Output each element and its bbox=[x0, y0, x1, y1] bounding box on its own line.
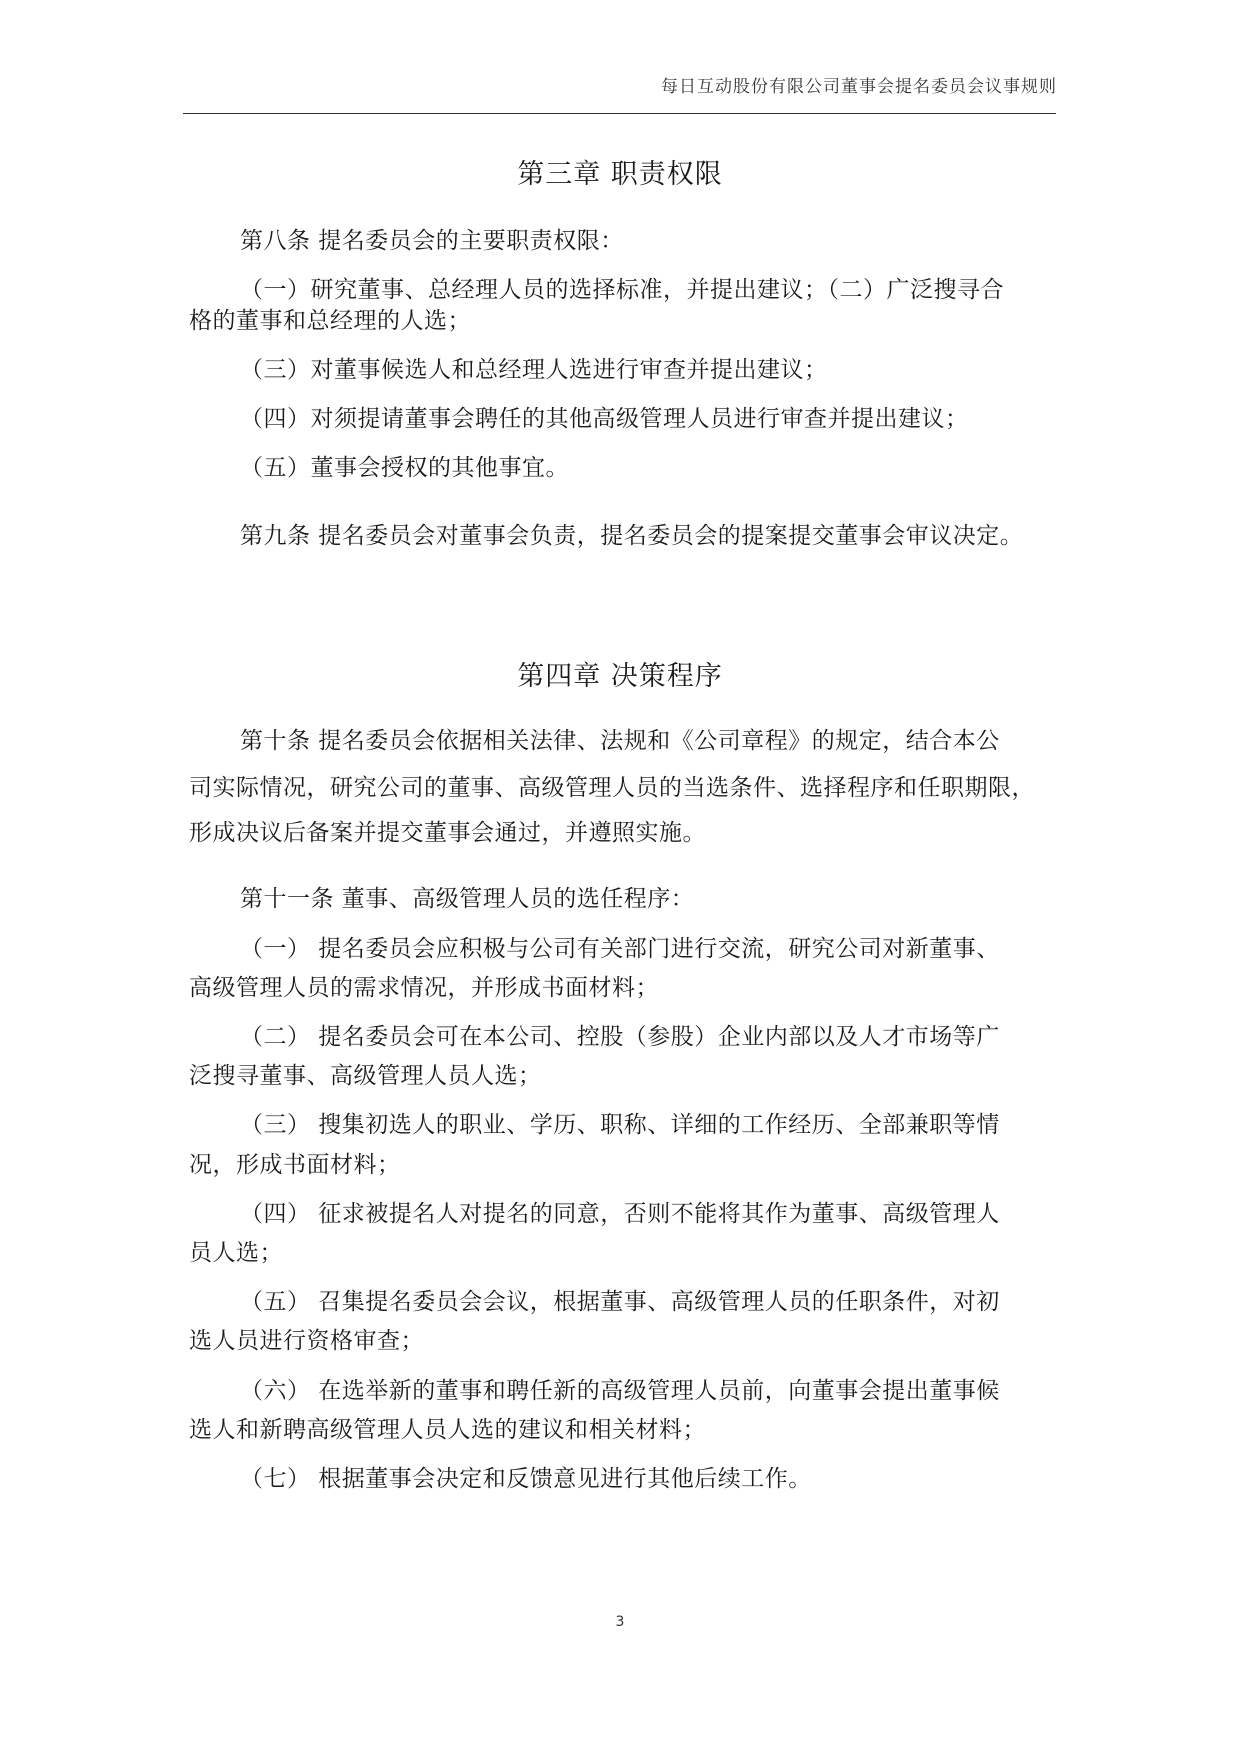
article-8-heading: 第八条 提名委员会的主要职责权限： bbox=[240, 228, 624, 254]
header-title: 每日互动股份有限公司董事会提名委员会议事规则 bbox=[661, 77, 1057, 97]
chapter-3-title: 第三章 职责权限 bbox=[517, 159, 723, 190]
article-11-item-2-line-2: 泛搜寻董事、高级管理人员人选； bbox=[189, 1063, 542, 1089]
article-11-item-4-line-2: 员人选； bbox=[189, 1240, 283, 1266]
article-10-line-3: 形成决议后备案并提交董事会通过，并遵照实施。 bbox=[189, 820, 706, 846]
article-11-item-1-line-2: 高级管理人员的需求情况，并形成书面材料； bbox=[189, 975, 659, 1001]
article-11-item-1-line-1: （一） 提名委员会应积极与公司有关部门进行交流，研究公司对新董事、 bbox=[240, 936, 1000, 962]
article-11-item-4-line-1: （四） 征求被提名人对提名的同意，否则不能将其作为董事、高级管理人 bbox=[240, 1201, 1000, 1227]
article-11-item-5-line-1: （五） 召集提名委员会会议，根据董事、高级管理人员的任职条件，对初 bbox=[240, 1289, 1000, 1315]
article-11-item-3-line-2: 况，形成书面材料； bbox=[189, 1152, 401, 1178]
article-8-item-5: （五）董事会授权的其他事宜。 bbox=[240, 455, 569, 481]
article-11-item-5-line-2: 选人员进行资格审查； bbox=[189, 1328, 424, 1354]
article-8-item-4: （四）对须提请董事会聘任的其他高级管理人员进行审查并提出建议； bbox=[240, 406, 969, 432]
article-11-item-6-line-1: （六） 在选举新的董事和聘任新的高级管理人员前，向董事会提出董事候 bbox=[240, 1378, 1000, 1404]
article-10-line-1: 第十条 提名委员会依据相关法律、法规和《公司章程》的规定，结合本公 bbox=[240, 728, 1000, 754]
article-8-item-1-line-1: （一）研究董事、总经理人员的选择标准，并提出建议；（二）广泛搜寻合 bbox=[240, 277, 1004, 303]
article-8-item-3: （三）对董事候选人和总经理人选进行审查并提出建议； bbox=[240, 357, 828, 383]
article-9: 第九条 提名委员会对董事会负责，提名委员会的提案提交董事会审议决定。 bbox=[240, 523, 1024, 549]
article-11-item-6-line-2: 选人和新聘高级管理人员人选的建议和相关材料； bbox=[189, 1417, 706, 1443]
page-number: 3 bbox=[615, 1614, 625, 1630]
article-11-item-3-line-1: （三） 搜集初选人的职业、学历、职称、详细的工作经历、全部兼职等情 bbox=[240, 1112, 1000, 1138]
article-11-heading: 第十一条 董事、高级管理人员的选任程序： bbox=[240, 886, 695, 912]
article-11-item-7: （七） 根据董事会决定和反馈意见进行其他后续工作。 bbox=[240, 1466, 812, 1492]
article-11-item-2-line-1: （二） 提名委员会可在本公司、控股（参股）企业内部以及人才市场等广 bbox=[240, 1024, 1000, 1050]
header-divider bbox=[183, 113, 1056, 114]
article-8-item-1-line-2: 格的董事和总经理的人选； bbox=[189, 308, 471, 334]
article-10-line-2: 司实际情况，研究公司的董事、高级管理人员的当选条件、选择程序和任职期限， bbox=[189, 775, 1035, 801]
chapter-4-title: 第四章 决策程序 bbox=[517, 661, 723, 692]
